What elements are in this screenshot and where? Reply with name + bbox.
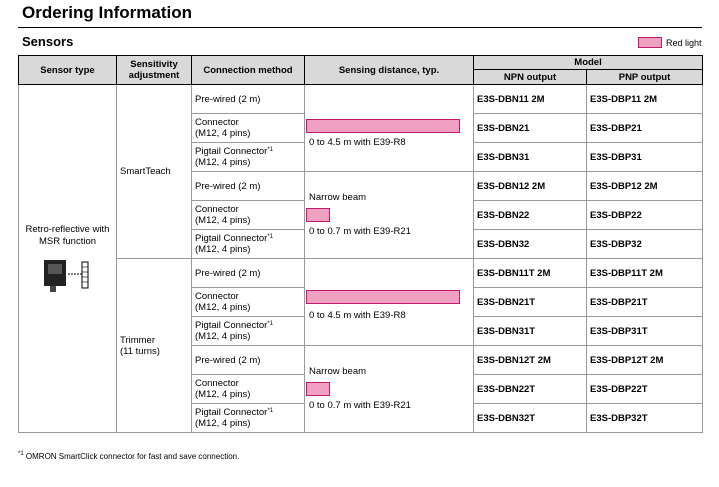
pnp-model: E3S-DBP22 [587, 201, 703, 230]
npn-model: E3S-DBN21T [474, 288, 587, 317]
npn-model: E3S-DBN31T [474, 317, 587, 346]
beam-label: Narrow beam [309, 192, 367, 203]
red-light-bar [306, 119, 460, 133]
connection-cell: Pigtail Connector$^{*1}$ (M12, 4 pins) [192, 404, 305, 433]
footnote-ref: *1 [267, 234, 274, 240]
npn-model: E3S-DBN32 [474, 230, 587, 259]
sensitivity-trimmer: Trimmer (11 turns) [117, 259, 192, 433]
pnp-model: E3S-DBP31 [587, 143, 703, 172]
pnp-model: E3S-DBP32 [587, 230, 703, 259]
distance-label: 0 to 4.5 m with E39-R8 [309, 310, 406, 321]
footnote-ref: *1 [267, 321, 274, 327]
npn-model: E3S-DBN22T [474, 375, 587, 404]
connection-cell: Pre-wired (2 m) [192, 85, 305, 114]
pnp-model: E3S-DBP11T 2M [587, 259, 703, 288]
footnote-ref: *1 [267, 147, 274, 153]
connection-cell: Pigtail Connector$^{*1}$ (M12, 4 pins) [192, 230, 305, 259]
header-sensor-type: Sensor type [19, 56, 117, 85]
connection-cell: Connector (M12, 4 pins) [192, 375, 305, 404]
sensitivity-smartteach: SmartTeach [117, 85, 192, 259]
pnp-model: E3S-DBP11 2M [587, 85, 703, 114]
ordering-table [18, 55, 703, 433]
npn-model: E3S-DBN31 [474, 143, 587, 172]
page-title: Ordering Information [22, 3, 192, 22]
pnp-model: E3S-DBP12 2M [587, 172, 703, 201]
npn-model: E3S-DBN11T 2M [474, 259, 587, 288]
connection-cell: Pre-wired (2 m) [192, 172, 305, 201]
red-light-bar [306, 208, 330, 222]
connection-cell: Connector (M12, 4 pins) [192, 201, 305, 230]
npn-model: E3S-DBN12 2M [474, 172, 587, 201]
distance-label: 0 to 0.7 m with E39-R21 [309, 226, 411, 237]
sensor-type-cell [19, 85, 117, 433]
sensor-type-label: Retro-reflective with MSR function [25, 223, 110, 247]
title-divider [18, 27, 702, 28]
distance-label: 0 to 0.7 m with E39-R21 [309, 400, 411, 411]
footnote [18, 452, 239, 461]
connection-cell: Pigtail Connector$^{*1}$ (M12, 4 pins) [192, 317, 305, 346]
sensing-distance-cell [305, 85, 474, 172]
sensing-distance-cell [305, 172, 474, 259]
footnote-mark: *1 [18, 451, 24, 457]
header-connection: Connection method [192, 56, 305, 85]
header-sensitivity: Sensitivity adjustment [117, 56, 192, 85]
connection-cell: Pre-wired (2 m) [192, 259, 305, 288]
pnp-model: E3S-DBP31T [587, 317, 703, 346]
sensor-product-icon [38, 254, 98, 294]
pnp-model: E3S-DBP12T 2M [587, 346, 703, 375]
legend-label: Red light [666, 37, 702, 48]
pnp-model: E3S-DBP21T [587, 288, 703, 317]
section-title: Sensors [22, 34, 74, 49]
distance-label: 0 to 4.5 m with E39-R8 [309, 137, 406, 148]
npn-model: E3S-DBN21 [474, 114, 587, 143]
beam-label: Narrow beam [309, 366, 367, 377]
header-pnp: PNP output [587, 70, 703, 85]
pnp-model: E3S-DBP32T [587, 404, 703, 433]
header-npn: NPN output [474, 70, 587, 85]
header-sensing-distance: Sensing distance, typ. [305, 56, 474, 85]
npn-model: E3S-DBN32T [474, 404, 587, 433]
legend [638, 37, 702, 48]
header-model: Model [474, 56, 703, 70]
red-light-bar [306, 382, 330, 396]
pnp-model: E3S-DBP21 [587, 114, 703, 143]
npn-model: E3S-DBN22 [474, 201, 587, 230]
sensing-distance-cell [305, 346, 474, 433]
footnote-ref: *1 [267, 408, 274, 414]
red-light-bar [306, 290, 460, 304]
sensing-distance-cell [305, 259, 474, 346]
connection-cell: Pre-wired (2 m) [192, 346, 305, 375]
npn-model: E3S-DBN12T 2M [474, 346, 587, 375]
npn-model: E3S-DBN11 2M [474, 85, 587, 114]
pnp-model: E3S-DBP22T [587, 375, 703, 404]
connection-cell: Connector (M12, 4 pins) [192, 288, 305, 317]
connection-cell: Connector (M12, 4 pins) [192, 114, 305, 143]
connection-cell: Pigtail Connector$^{*1}$ (M12, 4 pins) [192, 143, 305, 172]
red-light-swatch [638, 37, 662, 48]
footnote-text: OMRON SmartClick connector for fast and save connection. [25, 452, 240, 461]
